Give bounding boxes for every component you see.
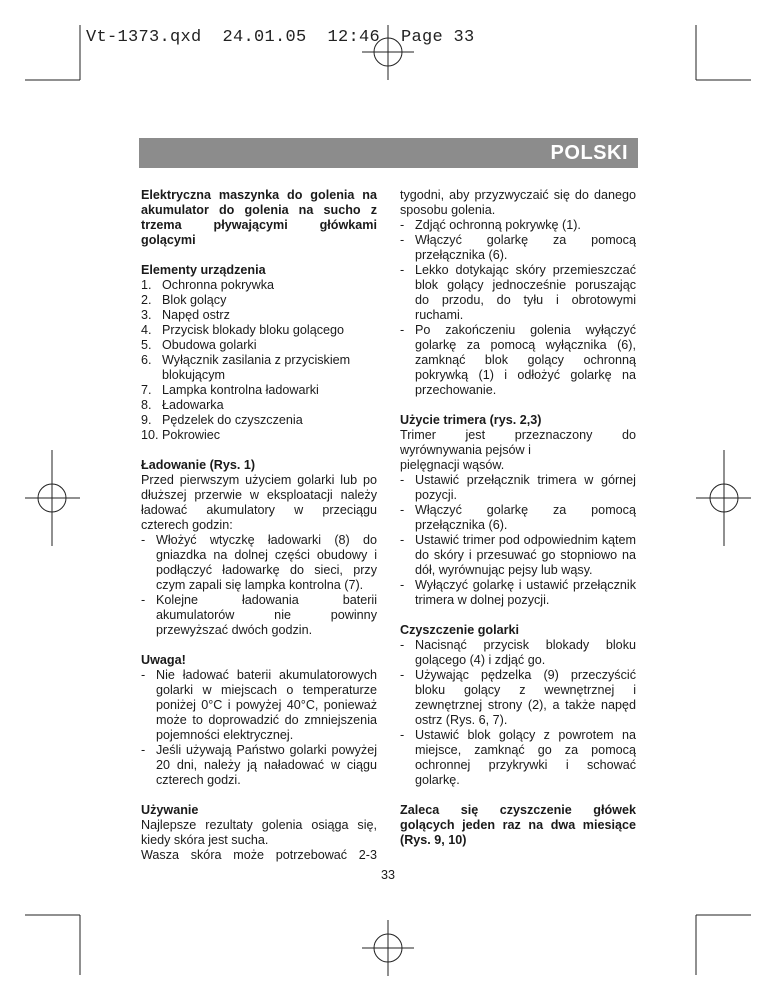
registration-mark-left — [25, 450, 80, 546]
cleaning-item: - Ustawić blok golący z powrotem na miejsce, zamknąć go za pomocą ochronnej przykrywki i schować golarkę. — [400, 728, 636, 787]
right-column — [400, 188, 636, 848]
usage-text: Najlepsze rezultaty golenia osiąga się, kiedy skóra jest sucha. — [141, 818, 377, 847]
registration-mark-bottom — [362, 920, 414, 976]
parts-heading: Elementy urządzenia — [141, 263, 266, 277]
page-number: 33 — [380, 868, 395, 882]
usage-text-continued: Wasza skóra może potrzebować 2-3 — [141, 848, 377, 862]
trimmer-item: - Ustawić przełącznik trimera w górnej pozycji. — [400, 473, 636, 502]
trimmer-intro: Trimer jest przeznaczony do wyrównywania pejsów i — [400, 428, 636, 457]
parts-item: 1. Ochronna pokrywka — [141, 278, 274, 292]
language-banner — [139, 138, 638, 168]
usage-item: - Zdjąć ochronną pokrywkę (1). — [400, 218, 581, 232]
print-slug: Vt-1373.qxd 24.01.05 12:46 Page 33 — [86, 28, 475, 47]
parts-item: 4. Przycisk blokady bloku golącego — [141, 323, 345, 337]
left-column — [141, 188, 377, 863]
charging-heading: Ładowanie (Rys. 1) — [141, 458, 256, 472]
parts-item: 7. Lampka kontrolna ładowarki — [141, 383, 319, 397]
trimmer-heading: Użycie trimera (rys. 2,3) — [400, 413, 542, 427]
warning-item: - Nie ładować baterii akumulatorowych golarki w miejscach o temperaturze poniżej 0°C i powyżej 40°C, ponieważ może to doprowadzić do zmniejszenia pojemności elektrycznej. — [141, 668, 377, 742]
parts-item: 8. Ładowarka — [141, 398, 224, 412]
trimmer-item: - Włączyć golarkę za pomocą przełącznika (6). — [400, 503, 636, 532]
cleaning-heading: Czyszczenie golarki — [400, 623, 519, 637]
usage-heading: Używanie — [141, 803, 199, 817]
product-title: Elektryczna maszynka do golenia na akumulator do golenia na sucho z trzema pływającymi główkami golącymi — [141, 188, 377, 247]
registration-mark-top — [362, 25, 414, 80]
parts-item: 6. Wyłącznik zasilania z przyciskiem blokującym — [141, 353, 351, 382]
warning-item: - Jeśli używają Państwo golarki powyżej 20 dni, należy ją naładować w ciągu czterech godzi. — [141, 743, 377, 787]
charging-item: - Włożyć wtyczkę ładowarki (8) do gniazdka na dolnej części obudowy i podłączyć ładowarkę do sieci, przy czym zapali się lampka kontrolna (7). — [141, 533, 377, 592]
trimmer-item: - Wyłączyć golarkę i ustawić przełącznik trimera w dolnej pozycji. — [400, 578, 636, 607]
usage-item: - Włączyć golarkę za pomocą przełącznika (6). — [400, 233, 636, 262]
registration-mark-right — [696, 450, 751, 546]
usage-item: - Po zakończeniu golenia wyłączyć golarkę za pomocą wyłącznika (6), zamknąć blok golący ochronną pokrywką (1) i odłożyć golarkę na przechowanie. — [400, 323, 636, 397]
parts-item: 2. Blok golący — [141, 293, 227, 307]
recommend-heading: Zaleca się czyszczenie główek golących jeden raz na dwa miesiące (Rys. 9, 10) — [400, 803, 636, 847]
parts-item: 3. Napęd ostrz — [141, 308, 230, 322]
charging-item: - Kolejne ładowania baterii akumulatorów nie powinny przewyższać dwóch godzin. — [141, 593, 377, 637]
trimmer-intro-continued: pielęgnacji wąsów. — [400, 458, 505, 472]
parts-item: 5. Obudowa golarki — [141, 338, 257, 352]
parts-item: 9. Pędzelek do czyszczenia — [141, 413, 303, 427]
trimmer-item: - Ustawić trimer pod odpowiednim kątem do skóry i przesuwać go stopniowo na dół, wyrównując pejsy lub wąsy. — [400, 533, 636, 577]
cleaning-item: - Używając pędzelka (9) przeczyścić bloku golący z wewnętrznej i zewnętrznej strony (2), a także napęd ostrz (Rys. 6, 7). — [400, 668, 636, 727]
usage-item: - Lekko dotykając skóry przemieszczać blok golący jednocześnie poruszając do przodu, do tyłu i obrotowymi ruchami. — [400, 263, 636, 322]
language-label: POLSKI — [550, 142, 628, 164]
usage-continuation: tygodni, aby przyzwyczaić się do danego sposobu golenia. — [400, 188, 636, 217]
parts-list — [141, 278, 377, 443]
cleaning-item: - Nacisnąć przycisk blokady bloku golącego (4) i zdjąć go. — [400, 638, 636, 667]
warning-heading: Uwaga! — [141, 653, 186, 667]
charging-intro: Przed pierwszym użyciem golarki lub po dłuższej przerwie w eksploatacji należy ładować akumulatory w przeciągu czterech godzin: — [141, 473, 377, 532]
parts-item: 10. Pokrowiec — [141, 428, 221, 442]
